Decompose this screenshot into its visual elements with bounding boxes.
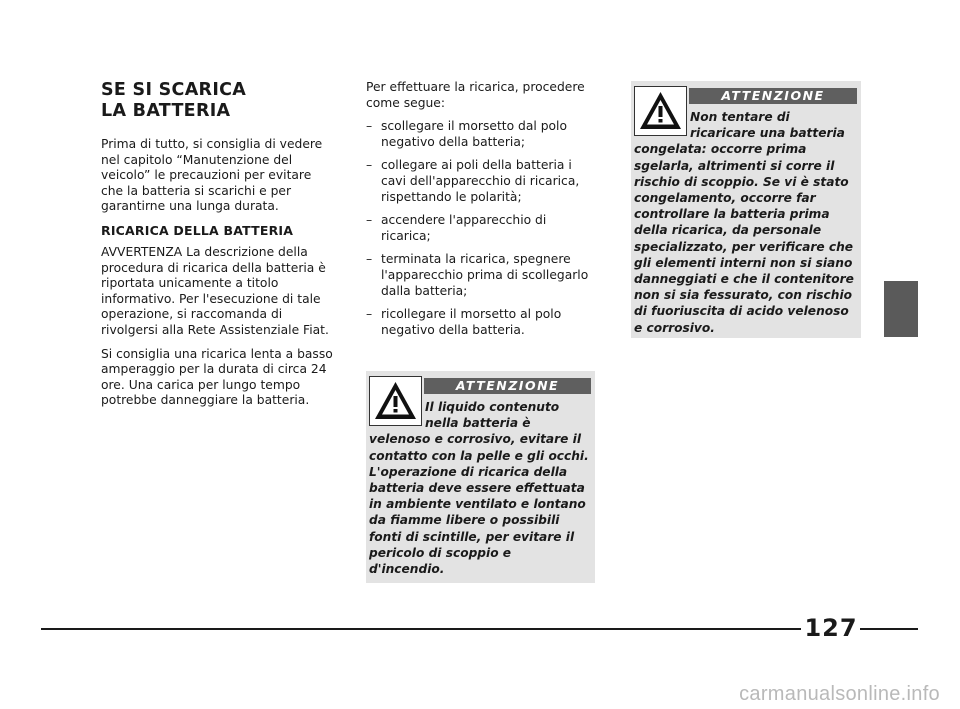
warning-box-frozen-battery: [631, 81, 861, 338]
warning-label: ATTENZIONE: [424, 378, 591, 394]
warning-label: ATTENZIONE: [689, 88, 857, 104]
subsection-title: RICARICA DELLA BATTERIA: [101, 222, 294, 238]
procedure-intro: Per effettuare la ricarica, procedere come segue:: [366, 80, 585, 110]
warning-box-battery-liquid: [366, 371, 595, 583]
procedure-steps: [366, 119, 596, 338]
warning-triangle-icon: [369, 376, 422, 426]
notice-paragraph: AVVERTENZA La descrizione della procedura di ricarica della batteria è riportata unicamente a titolo informativo. Per l'esecuzione di tale operazione, si raccomanda di rivolgersi alla Rete Assistenziale Fiat.: [101, 244, 329, 337]
page-number: 127: [804, 614, 858, 642]
middle-column: [366, 80, 596, 346]
list-item: – ricollegare il morsetto al polo negativo della batteria.: [366, 307, 596, 338]
left-column: [101, 80, 333, 417]
section-title: [101, 80, 333, 122]
section-title-line1: SE SI SCARICA: [101, 80, 247, 100]
list-item: – scollegare il morsetto dal polo negativo della batteria;: [366, 119, 596, 150]
watermark: carmanualsonline.info: [739, 683, 940, 705]
chapter-tab: [884, 281, 918, 337]
advice-paragraph: Si consiglia una ricarica lenta a basso amperaggio per la durata di circa 24 ore. Una carica per lungo tempo potrebbe danneggiare la batteria.: [101, 346, 333, 408]
list-item: – terminata la ricarica, spegnere l'apparecchio prima di scollegarlo dalla batteria;: [366, 252, 596, 299]
list-item: – accendere l'apparecchio di ricarica;: [366, 213, 596, 244]
intro-paragraph: Prima di tutto, si consiglia di vedere nel capitolo “Manutenzione del veicolo” le precauzioni per evitare che la batteria si scarichi e per garantirne una lunga durata.: [101, 137, 323, 214]
footer-rule-right: [860, 628, 918, 630]
section-title-line2: LA BATTERIA: [101, 101, 231, 121]
warning-triangle-icon: [634, 86, 687, 136]
warning-text: Non tentare di ricaricare una batteria congelata: occorre prima sgelarla, altrimenti si corre il rischio di scoppio. Se vi è stato congelamento, occorre far controllare la batteria prima della ricarica, da personale specializzato, per verificare che gli elementi interni non si siano danneggiati e che il contenitore non si sia fessurato, con rischio di fuoriuscita di acido velenoso e corrosivo.: [634, 110, 854, 335]
list-item: – collegare ai poli della batteria i cavi dell'apparecchio di ricarica, rispettando le polarità;: [366, 158, 596, 205]
warning-text: Il liquido contenuto nella batteria è velenoso e corrosivo, evitare il contatto con la pelle e gli occhi. L'operazione di ricarica della batteria deve essere effettuata in ambiente ventilato e lontano da fiamme libere o possibili fonti di scintille, per evitare il pericolo di scoppio e d'incendio.: [369, 400, 589, 577]
footer-rule-left: [41, 628, 801, 630]
